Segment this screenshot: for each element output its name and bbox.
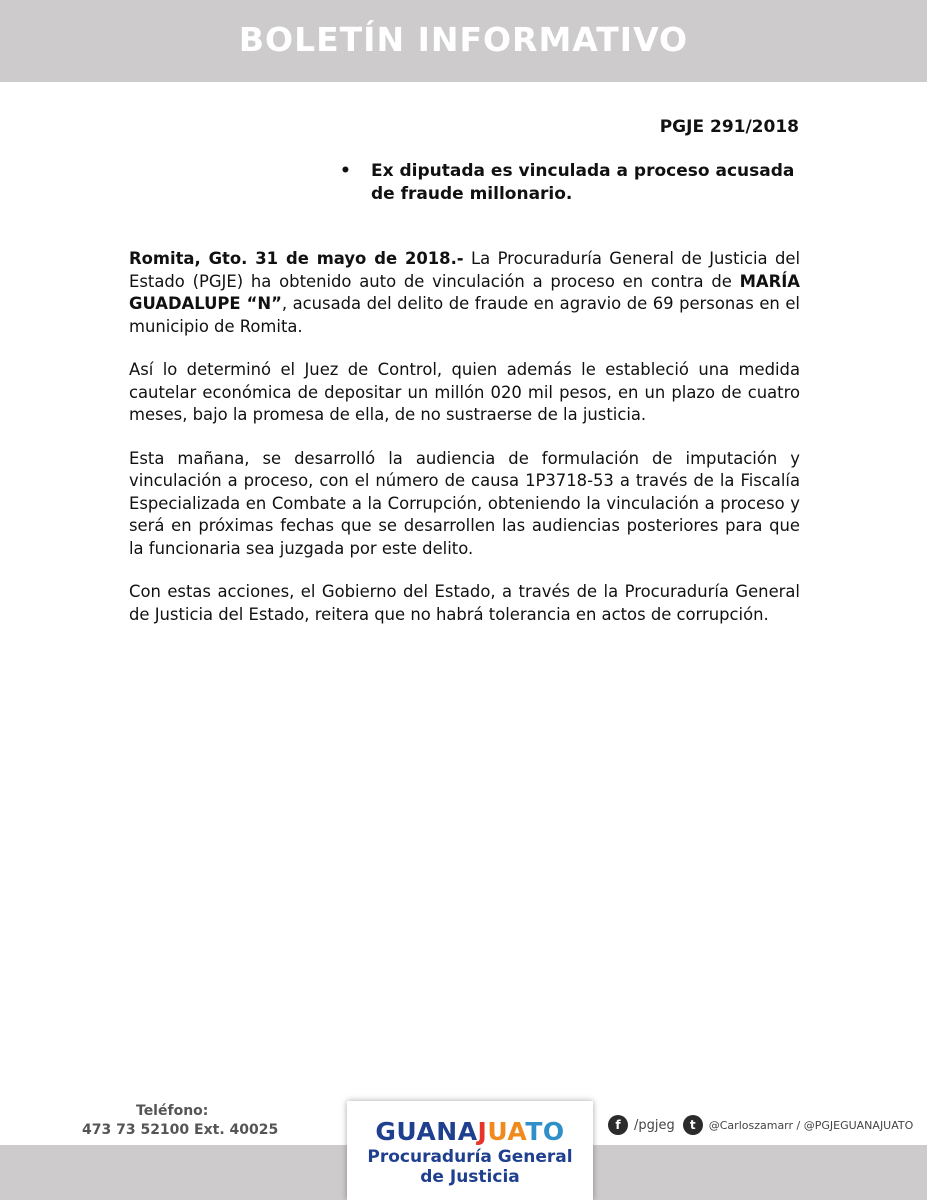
twitter-handles[interactable]: @Carloszamarr / @PGJEGUANAJUATO bbox=[708, 1118, 914, 1132]
paragraph-2: Así lo determinó el Juez de Control, quien además le estableció una medida cautelar económica de depositar un millón 020 mil pesos, en un plazo de cuatro meses, bajo la promesa de ella, de no sustraerse de la justicia. bbox=[129, 360, 800, 424]
headline-bullet bbox=[340, 160, 805, 206]
header-band bbox=[0, 0, 927, 82]
logo-subtitle: Procuraduría General de Justicia bbox=[367, 1147, 573, 1187]
paragraph-3: Esta mañana, se desarrolló la audiencia de formulación de imputación y vinculación a proceso, con el número de causa 1P3718-53 a través de la Fiscalía Especializada en Combate a la Corrupción, obteniendo la vinculación a proceso y será en próximas fechas que se desarrollen las audiencias posteriores para que la funcionaria sea juzgada por este delito. bbox=[129, 448, 800, 558]
facebook-icon[interactable]: f bbox=[608, 1115, 628, 1135]
paragraph-4: Con estas acciones, el Gobierno del Estado, a través de la Procuraduría General de Justicia del Estado, reitera que no habrá tolerancia en actos de corrupción. bbox=[129, 582, 800, 624]
facebook-handle[interactable]: /pgjeg bbox=[634, 1117, 675, 1133]
guanajuato-logo bbox=[347, 1101, 593, 1200]
social-links bbox=[608, 1114, 913, 1136]
bulletin-title: BOLETÍN INFORMATIVO bbox=[238, 20, 689, 59]
twitter-icon[interactable]: t bbox=[683, 1115, 703, 1135]
contact-phone bbox=[82, 1102, 278, 1140]
phone-label: Teléfono: bbox=[136, 1103, 209, 1119]
headline-text: Ex diputada es vinculada a proceso acusada de fraude millonario. bbox=[371, 161, 795, 204]
dateline: Romita, Gto. 31 de mayo de 2018.- bbox=[129, 249, 464, 268]
paragraph-1: Romita, Gto. 31 de mayo de 2018.- La Procuraduría General de Justicia del Estado (PGJE) ha obtenido auto de vinculación a proceso en contra de MARÍA GUADALUPE “N”, acusada del delito de fraude en agravio de 69 personas en el municipio de Romita. bbox=[129, 249, 800, 336]
phone-number: 473 73 52100 Ext. 40025 bbox=[82, 1122, 279, 1138]
logo-wordmark: GUANAJUATO bbox=[375, 1117, 565, 1146]
bullet-icon: • bbox=[340, 161, 351, 181]
accused-name: MARÍA GUADALUPE “N” bbox=[129, 271, 800, 313]
article-body bbox=[129, 248, 800, 647]
press-reference-number: PGJE 291/2018 bbox=[659, 117, 799, 137]
